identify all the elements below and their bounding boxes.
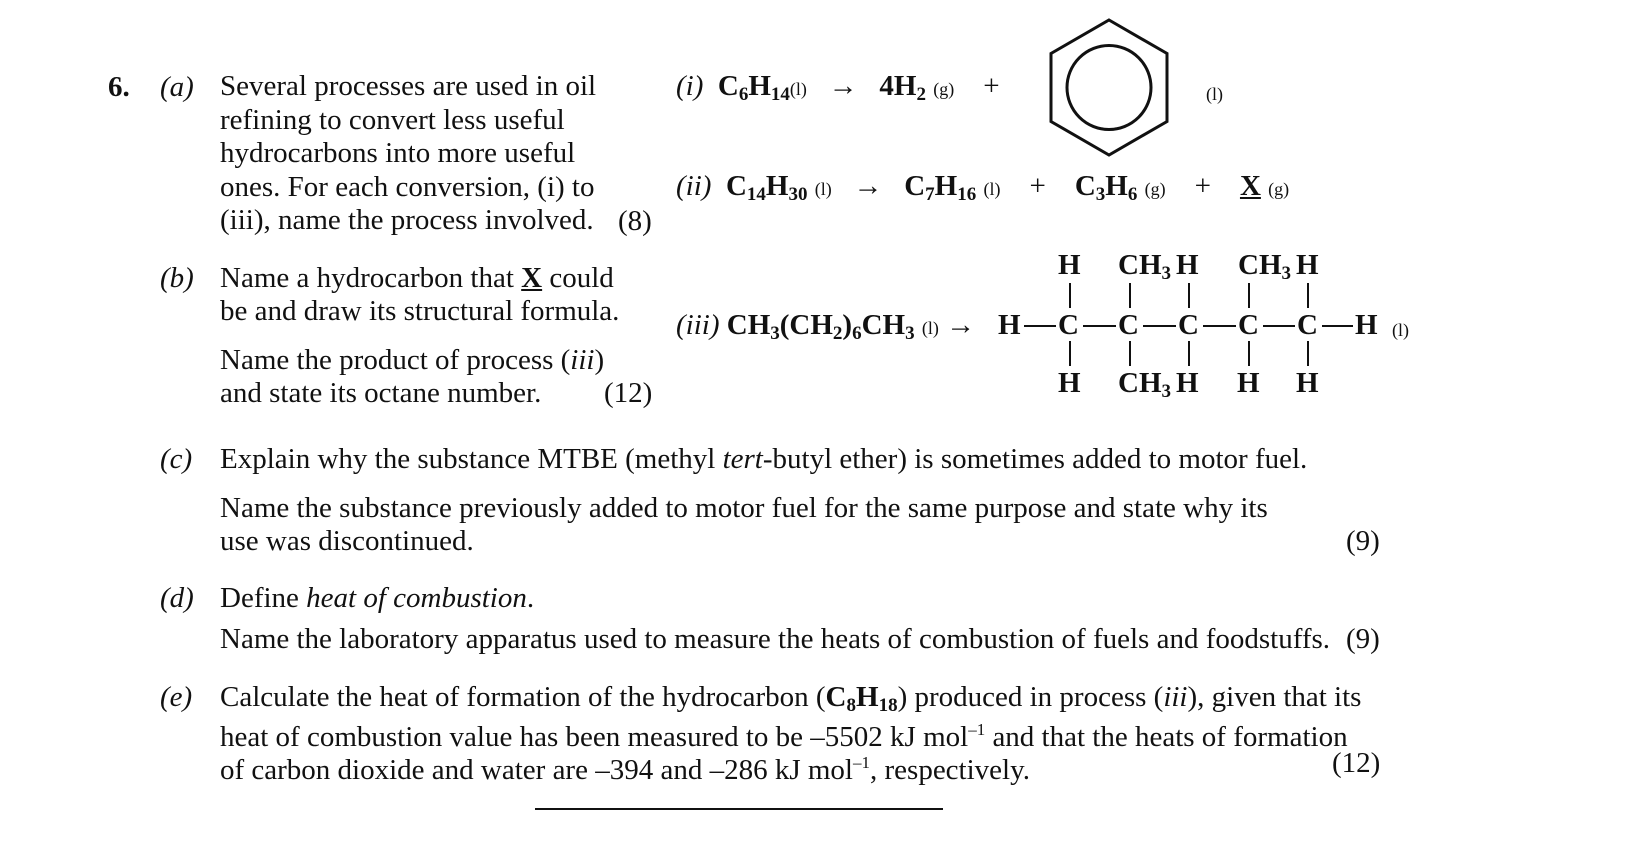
part-c-label: (c) bbox=[160, 443, 193, 475]
part-c-line-2: Name the substance previously added to motor fuel for the same purpose and state why its bbox=[220, 492, 1268, 524]
atom-c: C bbox=[1058, 309, 1079, 341]
bond bbox=[1143, 325, 1176, 327]
bond bbox=[1263, 325, 1295, 327]
eq-i-plus: + bbox=[983, 70, 1000, 102]
part-d-line-2: Name the laboratory apparatus used to measure the heats of combustion of fuels and foodstuffs. bbox=[220, 623, 1331, 655]
part-e-line-1-pre: Calculate the heat of formation of the hydrocarbon ( bbox=[220, 681, 826, 713]
eq-iii-reactant-state: (l) bbox=[921, 318, 939, 338]
part-e-line-1-italic: iii bbox=[1163, 681, 1188, 713]
atom-h: H bbox=[1058, 249, 1081, 281]
eq-ii-p2-state: (g) bbox=[1144, 179, 1166, 199]
bond bbox=[1322, 325, 1353, 327]
atom-h: H bbox=[1176, 367, 1199, 399]
equation-i bbox=[676, 70, 1000, 106]
eq-ii-p3-state: (g) bbox=[1268, 179, 1290, 199]
part-a-label: (a) bbox=[160, 71, 194, 103]
part-a-line: (iii), name the process involved. bbox=[220, 204, 594, 236]
benzene-circle bbox=[1067, 46, 1151, 130]
part-e-line-1-end: ), given that its bbox=[1187, 681, 1362, 713]
eq-ii-arrow: → bbox=[853, 170, 883, 202]
atom-h: H bbox=[1176, 249, 1199, 281]
part-b-line-1-post: could bbox=[542, 262, 614, 294]
atom-ch3: $CH_3$ bbox=[1118, 249, 1171, 284]
part-b-line-1 bbox=[220, 261, 614, 295]
part-c-line-1 bbox=[220, 442, 1307, 476]
part-c-line-1-italic: tert bbox=[722, 443, 763, 475]
bond bbox=[1129, 341, 1131, 366]
part-c-line-3: use was discontinued. bbox=[220, 525, 474, 557]
bond bbox=[1129, 283, 1131, 308]
part-a-text bbox=[220, 70, 596, 238]
part-e-line-3-sup: –1 bbox=[853, 753, 870, 772]
atom-h: H bbox=[1296, 249, 1319, 281]
eq-i-reactant-state: (l) bbox=[789, 79, 807, 99]
part-e-line-2-pre: heat of combustion value has been measured to be –5502 kJ mol bbox=[220, 721, 969, 753]
part-c-line-1-pre: Explain why the substance MTBE (methyl bbox=[220, 443, 723, 475]
part-b-line-3: Name the product of process (iii) bbox=[220, 344, 605, 376]
bond bbox=[1248, 341, 1250, 366]
part-e-line-3-post: , respectively. bbox=[870, 754, 1030, 786]
part-e-formula: $C_8H_{18}$ bbox=[825, 681, 898, 716]
part-b-x: X bbox=[521, 262, 543, 294]
part-e-line-2-sup: –1 bbox=[968, 720, 986, 739]
eq-iii-label: (iii) bbox=[676, 309, 720, 341]
eq-ii-label: (ii) bbox=[676, 170, 712, 202]
part-d-line-1 bbox=[220, 581, 534, 615]
part-d-line-1-pre: Define bbox=[220, 582, 307, 614]
bond bbox=[1203, 325, 1236, 327]
eq-i-p1-state: (g) bbox=[933, 79, 955, 99]
atom-c: C bbox=[1178, 309, 1199, 341]
atom-c: C bbox=[1118, 309, 1139, 341]
part-e-line-3 bbox=[220, 746, 1030, 787]
part-d-line-1-italic: heat of combustion bbox=[306, 582, 527, 614]
eq-i-arrow: → bbox=[828, 70, 858, 102]
eq-iii-arrow: → bbox=[946, 309, 976, 341]
benzene-ring bbox=[1048, 18, 1170, 158]
bond bbox=[1024, 325, 1056, 327]
part-e-line-1-post: ) produced in process ( bbox=[897, 681, 1164, 713]
part-a-line: refining to convert less useful bbox=[220, 103, 565, 136]
part-a-line: hydrocarbons into more useful bbox=[220, 137, 576, 169]
atom-c: C bbox=[1297, 309, 1318, 341]
part-c-line-1-post: -butyl ether) is sometimes added to motor fuel. bbox=[762, 443, 1308, 475]
atom-h: H bbox=[1296, 367, 1319, 399]
eq-ii-product-x: X bbox=[1239, 170, 1261, 202]
eq-ii-p1-state: (l) bbox=[983, 179, 1001, 199]
part-a-line: ones. For each conversion, (i) to bbox=[220, 170, 595, 203]
eq-i-reactant: $C_6H_{14}$ bbox=[717, 70, 790, 105]
part-d-line-1-post: . bbox=[526, 582, 535, 614]
part-c-marks: (9) bbox=[1346, 525, 1380, 557]
part-b-line-4: and state its octane number. bbox=[220, 377, 542, 409]
atom-ch3: $CH_3$ bbox=[1118, 367, 1171, 402]
equation-iii bbox=[676, 309, 975, 345]
footer-rule bbox=[535, 808, 943, 810]
atom-h: H bbox=[998, 309, 1021, 341]
atom-c: C bbox=[1238, 309, 1259, 341]
eq-i-label: (i) bbox=[676, 70, 704, 102]
bond bbox=[1069, 341, 1071, 366]
part-b-marks: (12) bbox=[604, 377, 653, 409]
atom-h: H bbox=[1058, 367, 1081, 399]
part-e-marks: (12) bbox=[1332, 747, 1381, 779]
atom-h: H bbox=[1237, 367, 1260, 399]
bond bbox=[1307, 283, 1309, 308]
question-number: 6. bbox=[108, 71, 130, 103]
eq-ii-plus-2: + bbox=[1194, 170, 1211, 202]
part-a-line: Several processes are used in oil bbox=[220, 70, 597, 102]
part-b-line-1-pre: Name a hydrocarbon that bbox=[220, 262, 522, 294]
part-b-line-2: be and draw its structural formula. bbox=[220, 295, 620, 327]
bond bbox=[1307, 341, 1309, 366]
bond bbox=[1083, 325, 1116, 327]
eq-iii-reactant: $CH_3(CH_2)_6CH_3$ bbox=[726, 309, 915, 344]
part-e-line-2-post: and that the heats of formation bbox=[985, 721, 1348, 753]
eq-ii-reactant-state: (l) bbox=[814, 179, 832, 199]
bond bbox=[1069, 283, 1071, 308]
eq-ii-plus-1: + bbox=[1029, 170, 1046, 202]
benzene-state: (l) bbox=[1206, 84, 1223, 104]
product-state: (l) bbox=[1392, 320, 1409, 340]
part-a-marks: (8) bbox=[618, 205, 652, 237]
eq-ii-reactant: $C_{14}H_{30}$ bbox=[725, 170, 808, 205]
part-e-label: (e) bbox=[160, 681, 193, 713]
equation-ii bbox=[676, 170, 1289, 206]
part-d-marks: (9) bbox=[1346, 623, 1380, 655]
bond bbox=[1188, 283, 1190, 308]
atom-ch3: $CH_3$ bbox=[1238, 249, 1291, 284]
atom-h: H bbox=[1355, 309, 1378, 341]
eq-ii-product-2: $C_3H_6$ bbox=[1074, 170, 1138, 205]
eq-i-product-h2: $4H_2$ bbox=[879, 70, 926, 105]
part-b-label: (b) bbox=[160, 262, 194, 294]
part-e-line-3-pre: of carbon dioxide and water are –394 and –286 kJ mol bbox=[220, 754, 853, 786]
part-d-label: (d) bbox=[160, 582, 194, 614]
bond bbox=[1248, 283, 1250, 308]
bond bbox=[1188, 341, 1190, 366]
eq-ii-product-1: $C_7H_{16}$ bbox=[904, 170, 977, 205]
